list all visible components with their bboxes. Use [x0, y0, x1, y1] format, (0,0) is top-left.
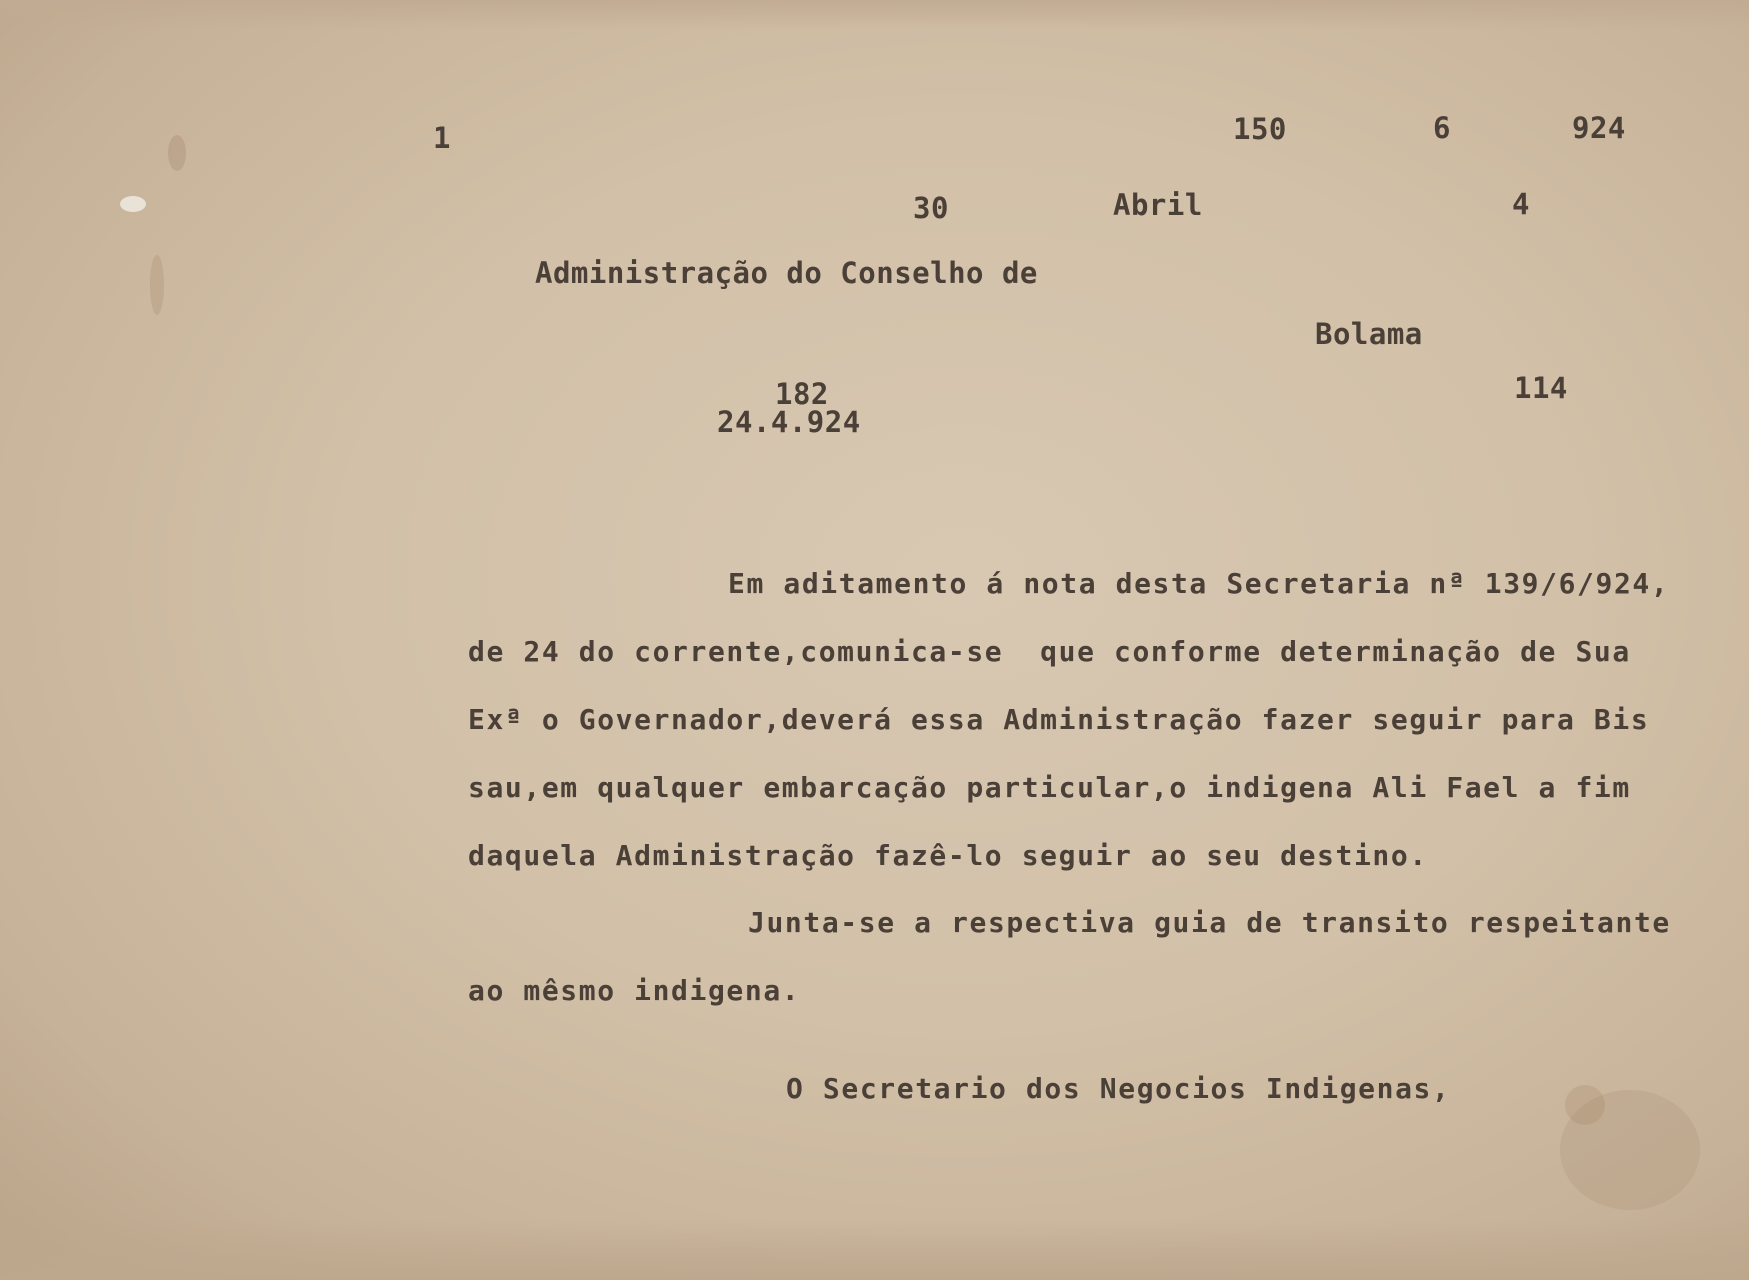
recipient-line: Administração do Conselho de	[535, 256, 1038, 290]
copies-count: 4	[1512, 187, 1530, 221]
body-line: de 24 do corrente,comunica-se que conforme determinação de Sua	[468, 635, 1631, 668]
body-line: daquela Administração fazê-lo seguir ao seu destino.	[468, 839, 1428, 872]
sequence-number: 1	[433, 121, 451, 155]
reference-year: 924	[1572, 111, 1626, 145]
date-month: Abril	[1113, 188, 1203, 222]
stain-mark	[150, 255, 164, 315]
body-line: ao mêsmo indigena.	[468, 974, 801, 1007]
body-line: Exª o Governador,deverá essa Administração fazer seguir para Bis	[468, 703, 1650, 736]
body-line: Junta-se a respectiva guia de transito respeitante	[748, 906, 1671, 939]
stain-mark	[168, 135, 186, 171]
recipient-place: Bolama	[1315, 317, 1423, 351]
stain-mark	[120, 196, 146, 212]
signature-line: O Secretario dos Negocios Indigenas,	[786, 1072, 1451, 1105]
reference-entry-date: 24.4.924	[717, 405, 861, 439]
body-line: sau,em qualquer embarcação particular,o indigena Ali Fael a fim	[468, 771, 1631, 804]
reference-secondary-number: 114	[1514, 371, 1568, 405]
reference-entry-number: 182	[775, 377, 829, 411]
stain-mark	[1565, 1085, 1605, 1125]
reference-number: 150	[1233, 112, 1287, 146]
body-line: Em aditamento á nota desta Secretaria nª 139/6/924,	[728, 567, 1670, 600]
reference-series: 6	[1433, 111, 1451, 145]
date-day: 30	[913, 191, 949, 225]
